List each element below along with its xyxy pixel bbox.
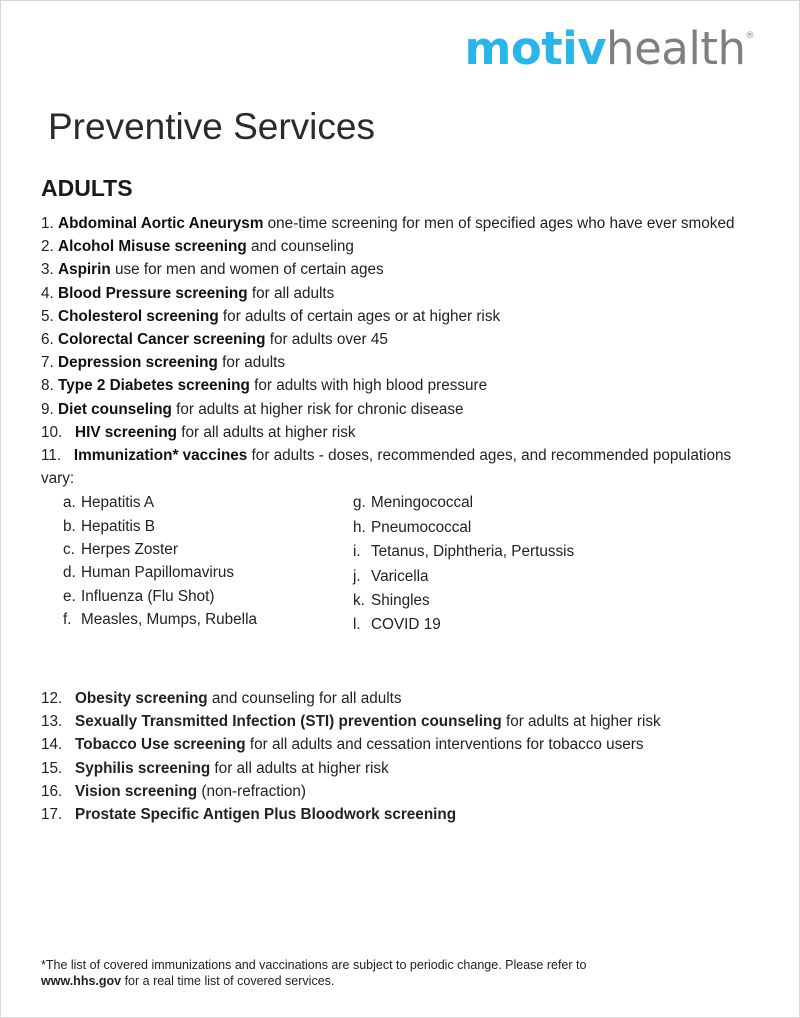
item-description: (non-refraction) (197, 782, 306, 800)
service-item (41, 733, 761, 756)
item-number: 11. (41, 447, 62, 465)
service-item (41, 258, 741, 281)
service-item (41, 212, 741, 235)
service-item (41, 687, 761, 710)
item-description: for adults - doses, recommended ages, and recommended populations vary: (41, 447, 732, 488)
vaccine-name: Shingles (371, 592, 430, 610)
vaccine-item (353, 516, 574, 540)
vaccine-name: Hepatitis A (81, 494, 155, 512)
vaccine-letter: e. (63, 587, 76, 605)
vaccine-letter: a. (63, 494, 76, 512)
vaccine-item (63, 491, 257, 514)
service-item (41, 235, 741, 258)
item-number: 10. (41, 423, 63, 441)
registered-mark: ® (745, 31, 754, 41)
vaccine-name: COVID 19 (371, 616, 441, 634)
item-description: for adults with high blood pressure (249, 377, 488, 395)
vaccine-name: Measles, Mumps, Rubella (81, 610, 257, 628)
vaccine-letter: j. (353, 567, 361, 585)
service-item (41, 305, 741, 328)
item-title: Aspirin (58, 261, 111, 279)
service-item (41, 421, 741, 444)
item-number: 6. (41, 331, 54, 349)
service-item (41, 328, 741, 351)
service-item (41, 282, 741, 305)
service-item (41, 780, 761, 803)
item-number: 9. (41, 400, 54, 418)
hhs-link[interactable]: www.hhs.gov (41, 974, 122, 988)
vaccine-item (63, 608, 257, 631)
vaccine-name: Meningococcal (371, 494, 474, 512)
vaccine-name: Hepatitis B (81, 517, 155, 535)
footnote (41, 957, 741, 989)
service-item (41, 398, 741, 421)
vaccine-item (353, 589, 574, 613)
service-item (41, 710, 761, 733)
footnote-text-2: for a real time list of covered services. (121, 974, 335, 988)
vaccine-item (353, 491, 574, 515)
services-list-continued (41, 687, 761, 826)
item-title: HIV screening (75, 423, 178, 441)
vaccine-letter: i. (353, 543, 361, 561)
vaccine-list-left (63, 491, 257, 631)
item-description: for all adults at higher risk (177, 423, 356, 441)
item-number: 5. (41, 307, 54, 325)
items-container (41, 212, 741, 490)
vaccine-name: Varicella (371, 567, 429, 585)
item-number: 16. (41, 782, 63, 800)
item-title: Type 2 Diabetes screening (58, 377, 250, 395)
vaccine-item (63, 515, 257, 538)
item-number: 2. (41, 238, 54, 256)
item-description: for adults (217, 354, 286, 372)
vaccine-sublists (41, 491, 741, 661)
vaccine-letter: h. (353, 518, 366, 536)
item-title: Abdominal Aortic Aneurysm (58, 215, 264, 232)
vaccine-item (63, 585, 257, 608)
page-title: Preventive Services (48, 106, 375, 147)
vaccine-item (63, 538, 257, 561)
item-description: and counseling (246, 238, 354, 256)
item-description: one-time screening for men of specified ages who have ever smoked (263, 215, 735, 232)
item-number: 7. (41, 354, 54, 372)
item-title: Tobacco Use screening (75, 736, 246, 754)
item-number: 4. (41, 284, 54, 302)
item-title: Immunization* vaccines (73, 447, 248, 465)
item-title: Sexually Transmitted Infection (STI) prevention counseling (75, 713, 502, 731)
item-title: Obesity screening (75, 690, 208, 707)
item-title: Cholesterol screening (58, 307, 219, 325)
item-description: for adults over 45 (265, 331, 388, 349)
footnote-text: *The list of covered immunizations and vaccinations are subject to periodic change. Please refer to (41, 958, 587, 972)
section-title: ADULTS (41, 175, 133, 201)
item-number: 1. (41, 215, 54, 232)
item-number: 17. (41, 806, 63, 824)
service-item (41, 757, 761, 780)
item-title: Vision screening (75, 782, 198, 800)
item-title: Colorectal Cancer screening (58, 331, 266, 349)
vaccine-letter: l. (353, 616, 361, 634)
item-number: 12. (41, 690, 63, 707)
logo-health: health (606, 22, 746, 75)
item-description: and counseling for all adults (207, 690, 402, 707)
item-description: for adults at higher risk (501, 713, 661, 731)
vaccine-list-right (353, 491, 574, 637)
item-title: Diet counseling (58, 400, 172, 418)
service-item (41, 351, 741, 374)
item-number: 3. (41, 261, 54, 279)
vaccine-name: Tetanus, Diphtheria, Pertussis (371, 543, 575, 561)
vaccine-letter: g. (353, 494, 366, 512)
vaccine-letter: d. (63, 564, 76, 582)
item-description: for all adults at higher risk (210, 759, 389, 777)
vaccine-name: Herpes Zoster (81, 541, 178, 559)
item-number: 14. (41, 736, 63, 754)
item-title: Blood Pressure screening (58, 284, 248, 302)
item-description: for all adults (247, 284, 335, 302)
services-list (41, 212, 741, 661)
item-number: 8. (41, 377, 54, 395)
vaccine-letter: k. (353, 592, 365, 610)
vaccine-letter: b. (63, 517, 76, 535)
vaccine-letter: f. (63, 610, 72, 628)
motivhealth-logo (464, 22, 754, 75)
vaccine-name: Human Papillomavirus (81, 564, 235, 582)
vaccine-item (353, 613, 574, 637)
item-description: for all adults and cessation interventions for tobacco users (245, 736, 644, 754)
service-item (41, 803, 761, 826)
item-title: Prostate Specific Antigen Plus Bloodwork screening (75, 806, 457, 824)
item-description: for adults of certain ages or at higher risk (218, 307, 501, 325)
service-item (41, 444, 741, 490)
item-number: 13. (41, 713, 63, 731)
item-number: 15. (41, 759, 63, 777)
vaccine-item (353, 565, 574, 589)
item-title: Syphilis screening (75, 759, 211, 777)
vaccine-letter: c. (63, 541, 75, 559)
vaccine-name: Pneumococcal (371, 518, 472, 536)
item-description: use for men and women of certain ages (110, 261, 384, 279)
vaccine-item (63, 561, 257, 584)
vaccine-name: Influenza (Flu Shot) (81, 587, 215, 605)
item-title: Alcohol Misuse screening (58, 238, 247, 256)
vaccine-item (353, 540, 574, 564)
logo-motiv: motiv (464, 22, 607, 75)
service-item (41, 374, 741, 397)
item-description: for adults at higher risk for chronic disease (171, 400, 464, 418)
item-title: Depression screening (58, 354, 218, 372)
